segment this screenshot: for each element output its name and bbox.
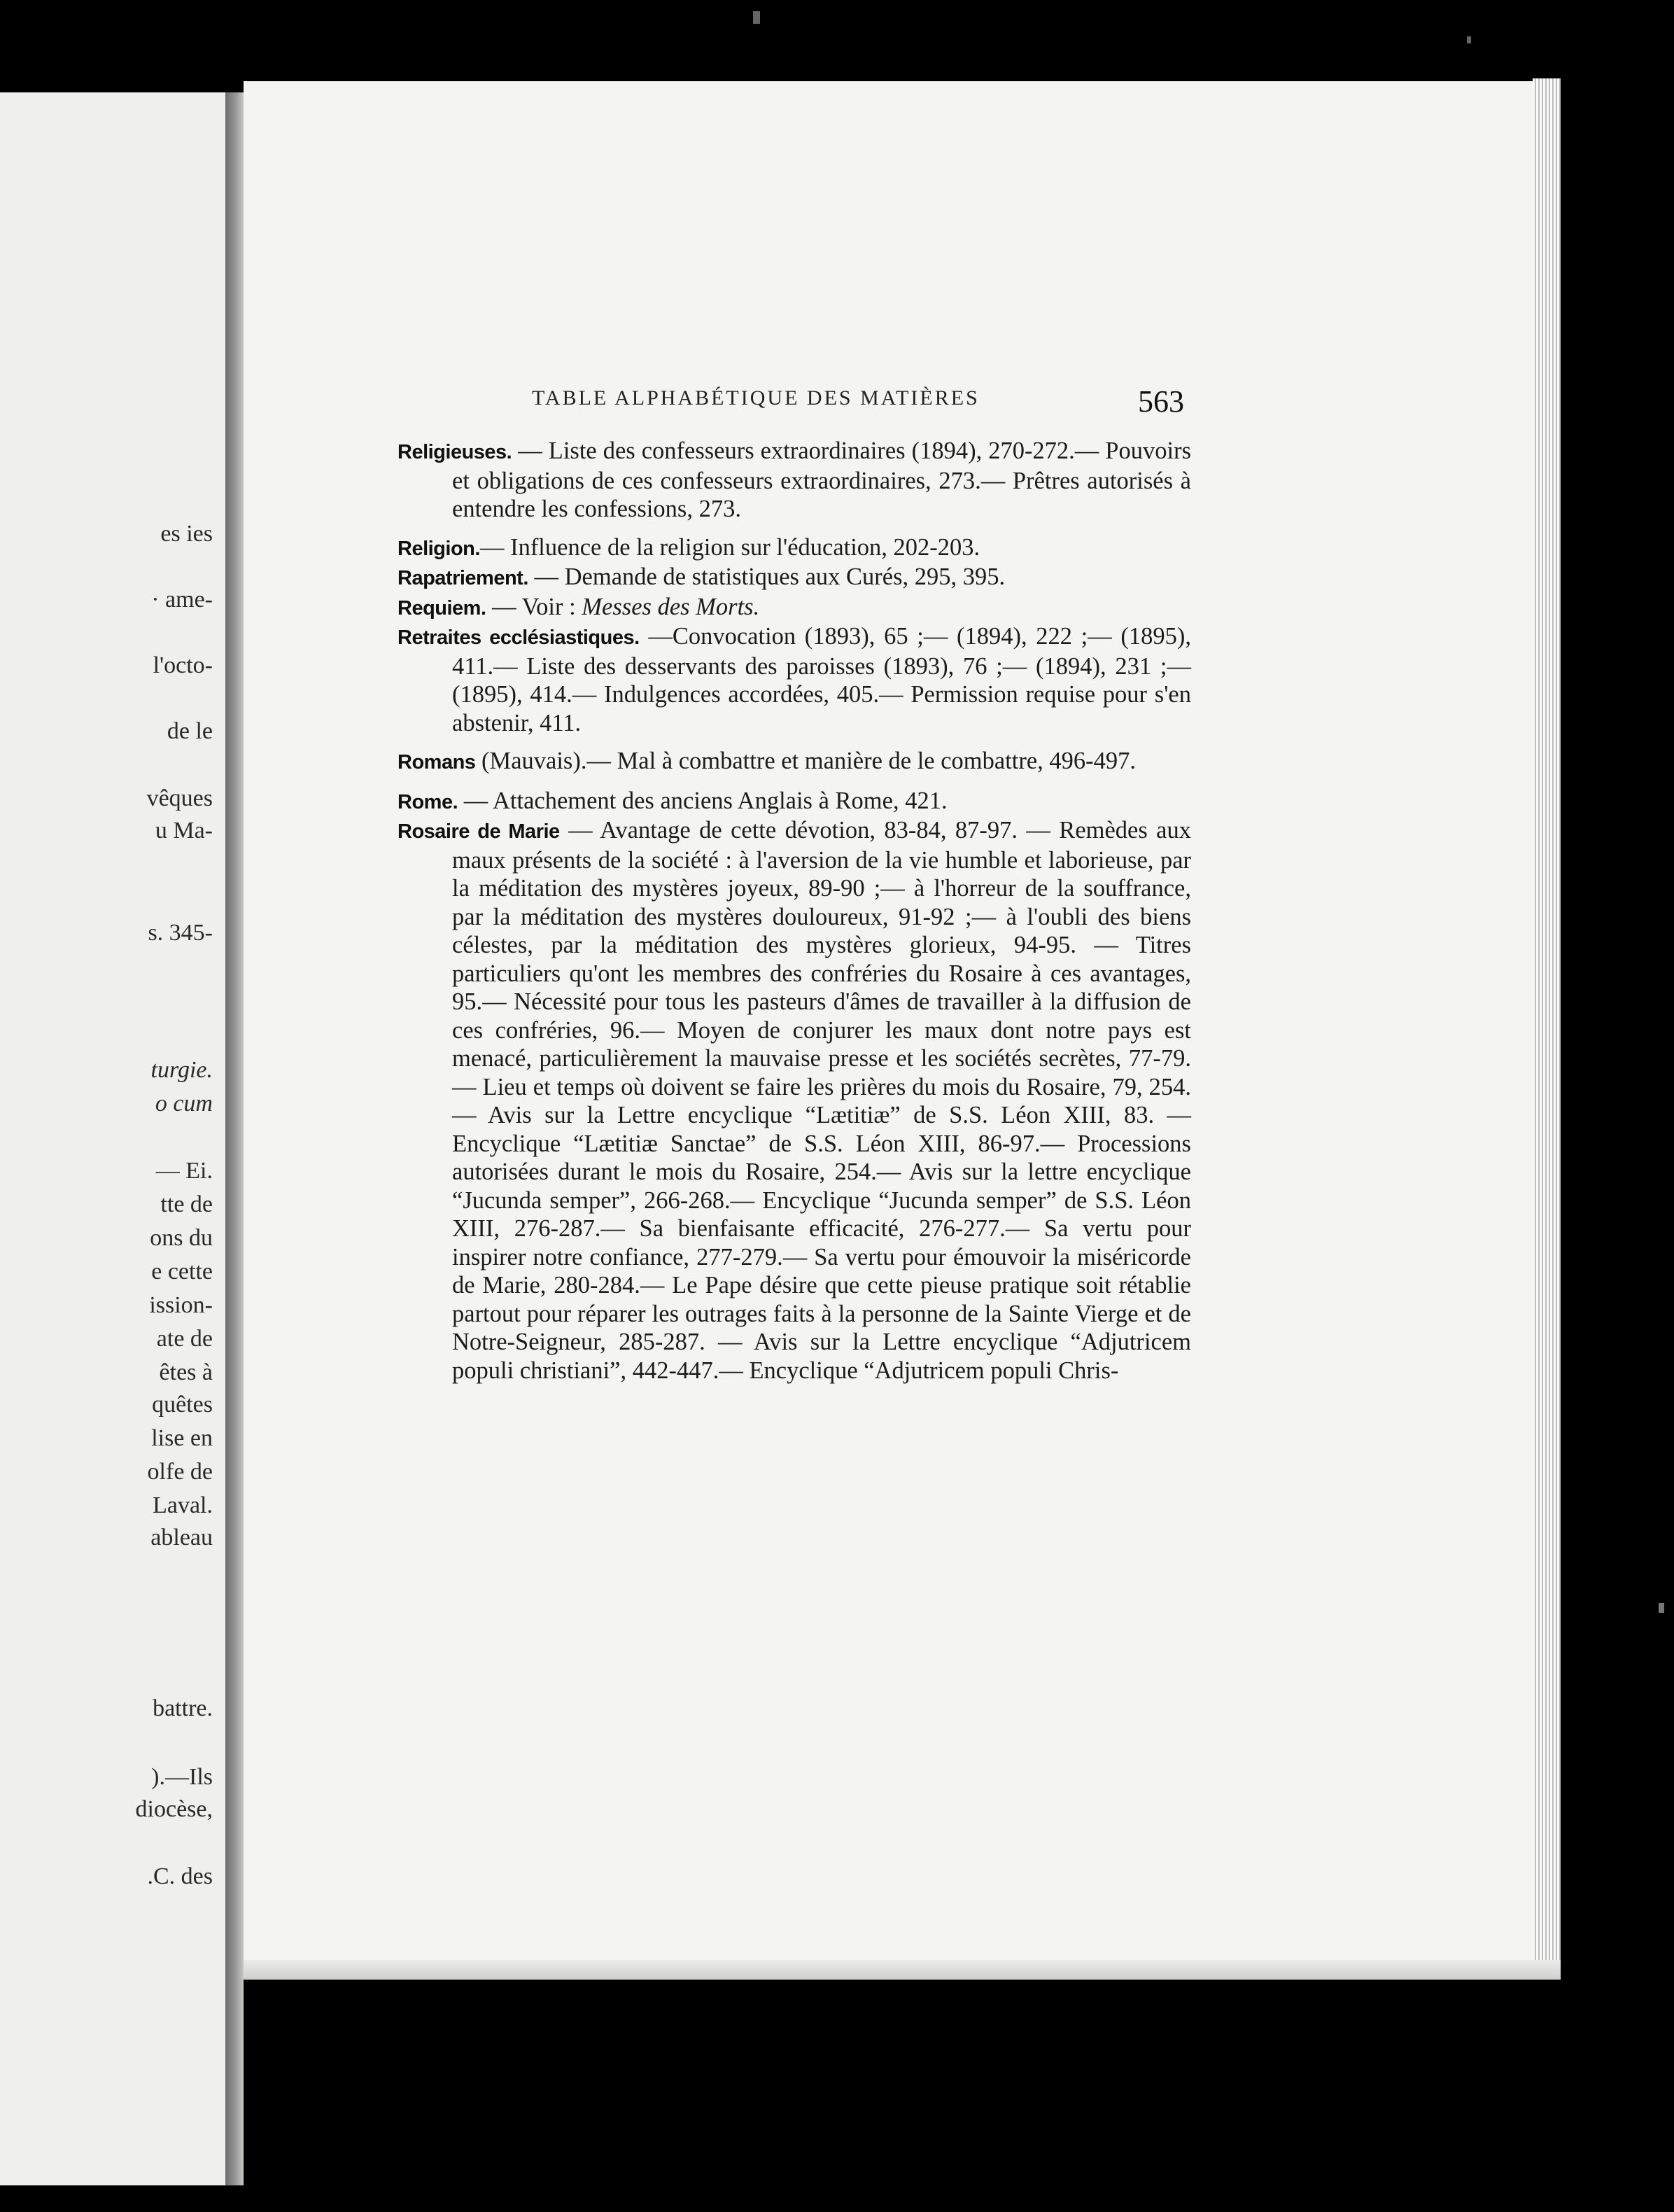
book-gutter	[225, 92, 244, 2185]
left-margin-fragment: quêtes	[152, 1392, 213, 1418]
scan-speck	[1659, 1603, 1664, 1613]
entry-text: (Mauvais).— Mal à combattre et manière de le combattre, 496-497.	[475, 748, 1137, 774]
index-entry	[398, 622, 1191, 737]
left-margin-fragment: Laval.	[153, 1492, 213, 1518]
entry-headword: Religieuses.	[398, 441, 512, 463]
left-margin-fragment: ons du	[150, 1225, 213, 1251]
entry-headword: Religion.	[398, 537, 480, 560]
page-number: 563	[1138, 384, 1184, 419]
left-margin-fragment: diocèse,	[135, 1796, 213, 1822]
left-margin-fragment: .C. des	[147, 1863, 213, 1889]
running-header: TABLE ALPHABÉTIQUE DES MATIÈRES	[532, 386, 980, 410]
entry-headword: Rosaire de Marie	[398, 820, 560, 843]
entry-text: — Influence de la religion sur l'éducation, 202-203.	[479, 533, 980, 561]
entry-text: — Voir :	[486, 593, 582, 620]
index-entry	[398, 563, 1191, 593]
entry-headword: Romans	[398, 751, 476, 774]
left-margin-fragment: — Ei.	[155, 1158, 213, 1184]
left-margin-fragment: battre.	[153, 1695, 213, 1721]
index-text-block	[398, 437, 1191, 1394]
left-margin-fragment: ableau	[150, 1525, 213, 1550]
left-margin-fragment: êtes à	[159, 1359, 213, 1385]
left-margin-fragment: ate de	[156, 1326, 213, 1352]
entry-headword: Rapatriement.	[398, 567, 528, 589]
entry-cross-reference: Messes des Morts.	[582, 593, 760, 620]
page-bottom-edge	[244, 1960, 1561, 1980]
left-margin-fragment: s. 345-	[148, 920, 213, 946]
scan-speck	[1467, 36, 1471, 43]
scan-speck	[753, 11, 760, 24]
left-margin-fragment: e cette	[151, 1259, 213, 1284]
index-entry	[398, 593, 1191, 623]
left-margin-fragment: de le	[167, 718, 213, 744]
left-margin-fragment: u Ma-	[155, 818, 213, 844]
left-margin-fragment: vêques	[146, 785, 213, 811]
entry-text: — Avantage de cette dévotion, 83-84, 87-97. — Remèdes aux maux présents de la société : à l'aversion de la vie humble et laborieuse, par la méditation des mystères joyeux, 89-90 ;— à l'horreur de la souffrance, par la méditation des mystères douloureux, 91-92 ;— à l'oubli des biens célestes, par la méditation des mystères glorieux, 94-95. — Titres particuliers qu'ont les membres des confréries du Rosaire à ces avantages, 95.— Nécessité pour tous les pasteurs d'âmes de travailler à la diffusion de ces confréries, 96.— Moyen de conjurer les maux dont notre pays est menacé, particulièrement la mauvaise presse et les sociétés secrètes, 77-79.— Lieu et temps où doivent se faire les prières du mois du Rosaire, 79, 254.— Avis sur la Lettre encyclique “Lætitiæ” de S.S. Léon XIII, 83. — Encyclique “Lætitiæ Sanctae” de S.S. Léon XIII, 86-97.— Processions autorisées durant le mois du Rosaire, 254.— Avis sur la lettre encyclique “Jucunda semper”, 266-268.— Encyclique “Jucunda semper” de S.S. Léon XIII, 276-287.— Sa bienfaisante efficacité, 276-277.— Sa vertu pour inspirer notre confiance, 277-279.— Sa vertu pour émouvoir la miséricorde de Marie, 280-284.— Le Pape désire que cette pieuse pratique soit rétablie partout pour réparer les outrages faits à la personne de la Sainte Vierge et de Notre-Seigneur, 285-287. — Avis sur la Lettre encyclique “Adjutricem populi christiani”, 442-447.— Encyclique “Adjutricem populi Chris-	[452, 817, 1191, 1384]
page-stack-edge	[1533, 78, 1561, 1980]
entry-text: —Convocation (1893), 65 ;— (1894), 222 ;— (1895), 411.— Liste des desservants des paroisses (1893), 76 ;— (1894), 231 ;— (1895), 414.— Indulgences accordées, 405.— Permission requise pour s'en abstenir, 411.	[452, 623, 1191, 736]
entry-text: — Attachement des anciens Anglais à Rome, 421.	[458, 787, 948, 814]
left-margin-fragment: olfe de	[147, 1459, 213, 1485]
entry-headword: Requiem.	[398, 596, 486, 620]
left-margin-fragment: l'octo-	[153, 652, 213, 678]
entry-text: — Demande de statistiques aux Curés, 295, 395.	[528, 564, 1006, 590]
left-facing-page	[0, 92, 225, 2185]
index-entry	[398, 437, 1191, 524]
left-margin-fragment: · ame-	[151, 587, 213, 612]
index-entry	[398, 747, 1191, 777]
entry-headword: Retraites ecclésiastiques.	[398, 626, 640, 649]
left-margin-fragment: es ies	[160, 521, 213, 547]
left-margin-fragment: o cum	[155, 1091, 213, 1116]
left-margin-fragment: ission-	[149, 1292, 213, 1318]
index-entry	[398, 787, 1191, 817]
left-margin-fragment: turgie.	[150, 1057, 213, 1083]
entry-text: — Liste des confesseurs extraordinaires (1894), 270-272.— Pouvoirs et obligations de ces confesseurs extraordinaires, 273.— Prêtres autorisés à entendre les confessions, 273.	[452, 438, 1191, 522]
left-margin-fragment: ).—Ils	[151, 1764, 213, 1790]
index-entry	[398, 533, 1191, 564]
left-margin-fragment: tte de	[160, 1191, 213, 1217]
left-margin-fragment: lise en	[151, 1425, 213, 1451]
entry-headword: Rome.	[398, 790, 458, 813]
index-entry	[398, 816, 1191, 1385]
